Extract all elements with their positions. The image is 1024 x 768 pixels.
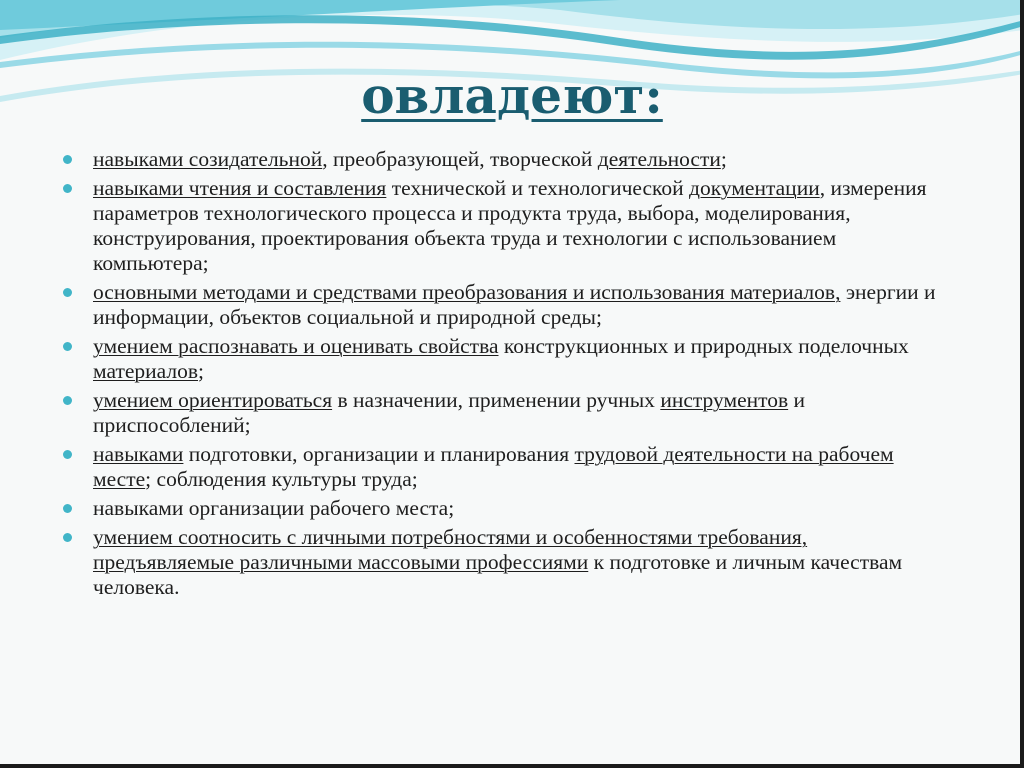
text-run: , измерения параметров технологического процесса и продукта труда, выбора, моделирования, конструирования, проектирования объекта труда и технологии с использованием компьютера;: [93, 176, 927, 275]
list-item: [62, 496, 942, 521]
list-item: [62, 280, 942, 330]
text-run: умением распознавать и оценивать свойства: [93, 334, 499, 358]
bullet-icon: [63, 504, 72, 513]
bullet-icon: [63, 533, 72, 542]
text-run: трудовой деятельности на рабочем месте: [93, 442, 894, 491]
bullet-icon: [63, 184, 72, 193]
text-run: ;: [198, 359, 204, 383]
text-run: энергии и информации, объектов социальной и природной среды;: [93, 280, 936, 329]
text-run: ;: [720, 147, 727, 171]
text-run: подготовки, организации и планирования: [183, 442, 575, 466]
list-item: [62, 147, 942, 172]
bullet-icon: [63, 396, 72, 405]
bullet-icon: [63, 342, 72, 351]
text-run: навыками чтения и составления: [93, 176, 387, 200]
list-item: [62, 334, 942, 384]
slide-title: овладеют:: [361, 66, 663, 125]
list-item: [62, 388, 942, 438]
text-run: основными методами и средствами преобразования и использования материалов,: [93, 280, 841, 304]
text-run: технической и технологической: [386, 176, 690, 200]
text-run: к подготовке и личным качествам человека.: [93, 550, 903, 599]
bullet-icon: [63, 155, 72, 164]
bullet-icon: [63, 450, 72, 459]
text-run: материалов: [93, 359, 199, 383]
text-run: умением ориентироваться: [93, 388, 333, 412]
text-run: конструкционных и природных поделочных: [498, 334, 909, 358]
text-run: , преобразующей, творческой: [322, 147, 598, 171]
text-run: инструментов: [660, 388, 789, 412]
list-item: [62, 442, 942, 492]
text-run: умением соотносить с личными потребностями и особенностями требования, предъявляемые различными массовыми профессиями: [93, 525, 808, 574]
text-run: ; соблюдения культуры труда;: [145, 467, 418, 491]
text-run: навыками: [93, 442, 184, 466]
text-run: навыками созидательной: [93, 147, 323, 171]
bullet-icon: [63, 288, 72, 297]
text-run: деятельности: [597, 147, 721, 171]
text-run: в назначении, применении ручных: [332, 388, 661, 412]
text-run: навыками организации рабочего места;: [93, 496, 455, 520]
text-run: и приспособлений;: [93, 388, 806, 437]
bullet-list: [62, 147, 942, 604]
list-item: [62, 176, 942, 276]
text-run: документации: [689, 176, 820, 200]
list-item: [62, 525, 942, 600]
